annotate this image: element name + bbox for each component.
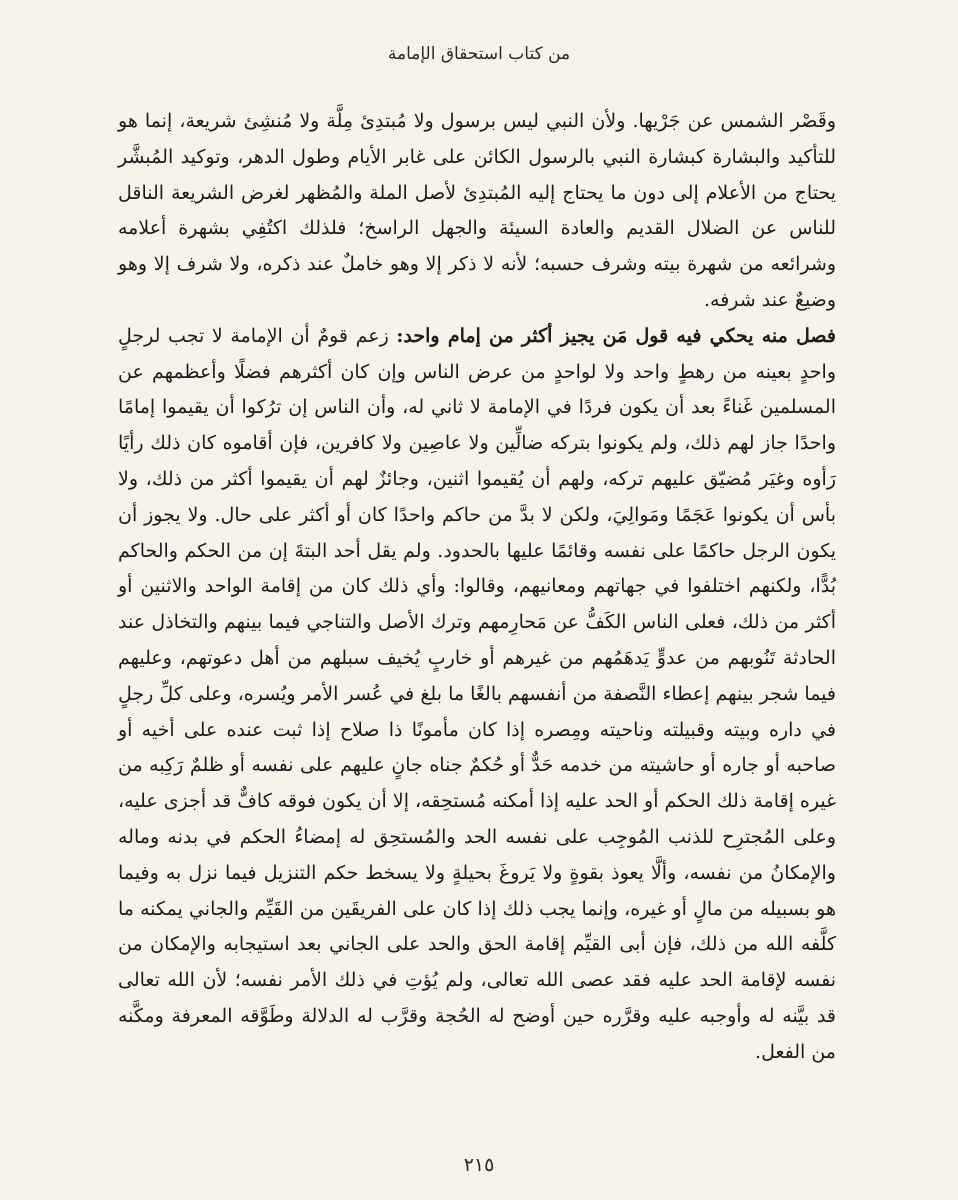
paragraph-1: وقَصْر الشمس عن جَرْيها. ولأن النبي ليس برسول ولا مُبتدِئ مِلَّة ولا مُنشِئ شريعة، إنما هو للتأكيد والبشارة كبشارة النبي بالرسول الكائن على غابر الأيام وطول الدهر، وتوكيد المُبشَّر يحتاج من الأعلام إلى دون ما يحتاج إليه المُبتدِئ لأصل الملة والمُظهر لغرض الشريعة الناقل للناس عن الضلال القديم والعادة السيئة والجهل الراسخ؛ فلذلك اكتُفِي بشهرة أعلامه وشرائعه من شهرة بيته وشرف حسبه؛ لأنه لا ذكر إلا وهو خاملٌ عند ذكره، ولا شرف إلا وهو وضيعٌ عند شرفه.: [118, 110, 836, 311]
body-text: [118, 104, 836, 1071]
running-header: من كتاب استحقاق الإمامة: [387, 44, 571, 64]
paragraph-2: [118, 319, 836, 1071]
section-heading: فصل منه يحكي فيه قول مَن يجيز أكثر من إمام واحد:: [396, 324, 836, 347]
page-number: ٢١٥: [463, 1154, 495, 1176]
paragraph-2-text: زعم قومٌ أن الإمامة لا تجب لرجلٍ واحدٍ بعينه من رهطٍ واحد ولا لواحدٍ من عرض الناس وإن كان أكثرهم فضلًا وأعظمهم عن المسلمين غَناءً بعد أن يكون فردًا في الإمامة لا ثاني له، وأن الناس إن ترُكوا أن يقيموا إمامًا واحدًا جاز لهم ذلك، ولم يكونوا بتركه ضالِّين ولا عاصِين ولا كافرين، فإن أقاموه كان ذلك رأيًا رَأوه وغيَر مُضيّق عليهم تركه، ولهم أن يُقيموا اثنين، وجائزٌ لهم أن يقيموا أكثر من ذلك، ولا بأس أن يكونوا عَجَمًا ومَوالِيَ، ولكن لا بدَّ من حاكم واحدًا كان أو أكثر على حال. ولا يجوز أن يكون الرجل حاكمًا على نفسه وقائمًا عليها بالحدود. ولم يقل أحد البتةَ إن من الحكم والحاكم بُدًّا، ولكنهم اختلفوا في جهاتهم ومعانيهم، وقالوا: وأي ذلك كان من إقامة الواحد والاثنين أو أكثر من ذلك، فعلى الناس الكَفُّ عن مَحارِمهم وترك الأصل والتناجي فيما بينهم والتخاذل عند الحادثة تَنُوبهم من عدوٍّ يَدهَمُهم من غيرهم أو خاربٍ يُخيف سبلهم من أهل دعوتهم، وعليهم فيما شجر بينهم إعطاء النَّصفة من أنفسهم بالغًا ما بلغ في عُسر الأمر ويُسره، وعلى كلِّ رجلٍ في داره وبيته وقبيلته وناحيته ومِصره إذا كان مأمونًا ذا صلاح إذا ثبت عنده على أخيه أو صاحبه أو جاره أو حاشيته من خدمه حَدٌّ أو حُكمٌ جناه جانٍ عليهم على نفسه أو ظلمٌ رَكِبه من غيره إقامة ذلك الحكم أو الحد عليه إذا أمكنه مُستحِقه، إلا أن يكون فوقه كافٌّ قد أجزى عليه، وعلى المُجترِح للذنب المُوجِب على نفسه الحد والمُستحِق له إمضاءُ الحكم في بدنه وماله والإمكانُ من نفسه، وألَّا يعوذ بقوةٍ ولا يَروغَ بحيلةٍ ولا يسخط حكم التنزيل فيما نزل به وفيما هو بسبيله من مالٍ أو غيره، وإنما يجب ذلك إذا كان على الفريقَين من القَيِّم والجاني يمكنه ما كلَّفه الله من ذلك، فإن أبى القيِّم إقامة الحق والحد على الجاني بعد استيجابه والإمكان من نفسه لإقامة الحد عليه فقد عصى الله تعالى، ولم يُؤتِ في ذلك الأمر نفسه؛ لأن الله تعالى قد بيَّنه له وأوجبه عليه وقرَّره حين أوضح له الحُجة وقرَّب له الدلالة وطَوَّقه المعرفة ومكَّنه من الفعل.: [118, 324, 836, 1063]
